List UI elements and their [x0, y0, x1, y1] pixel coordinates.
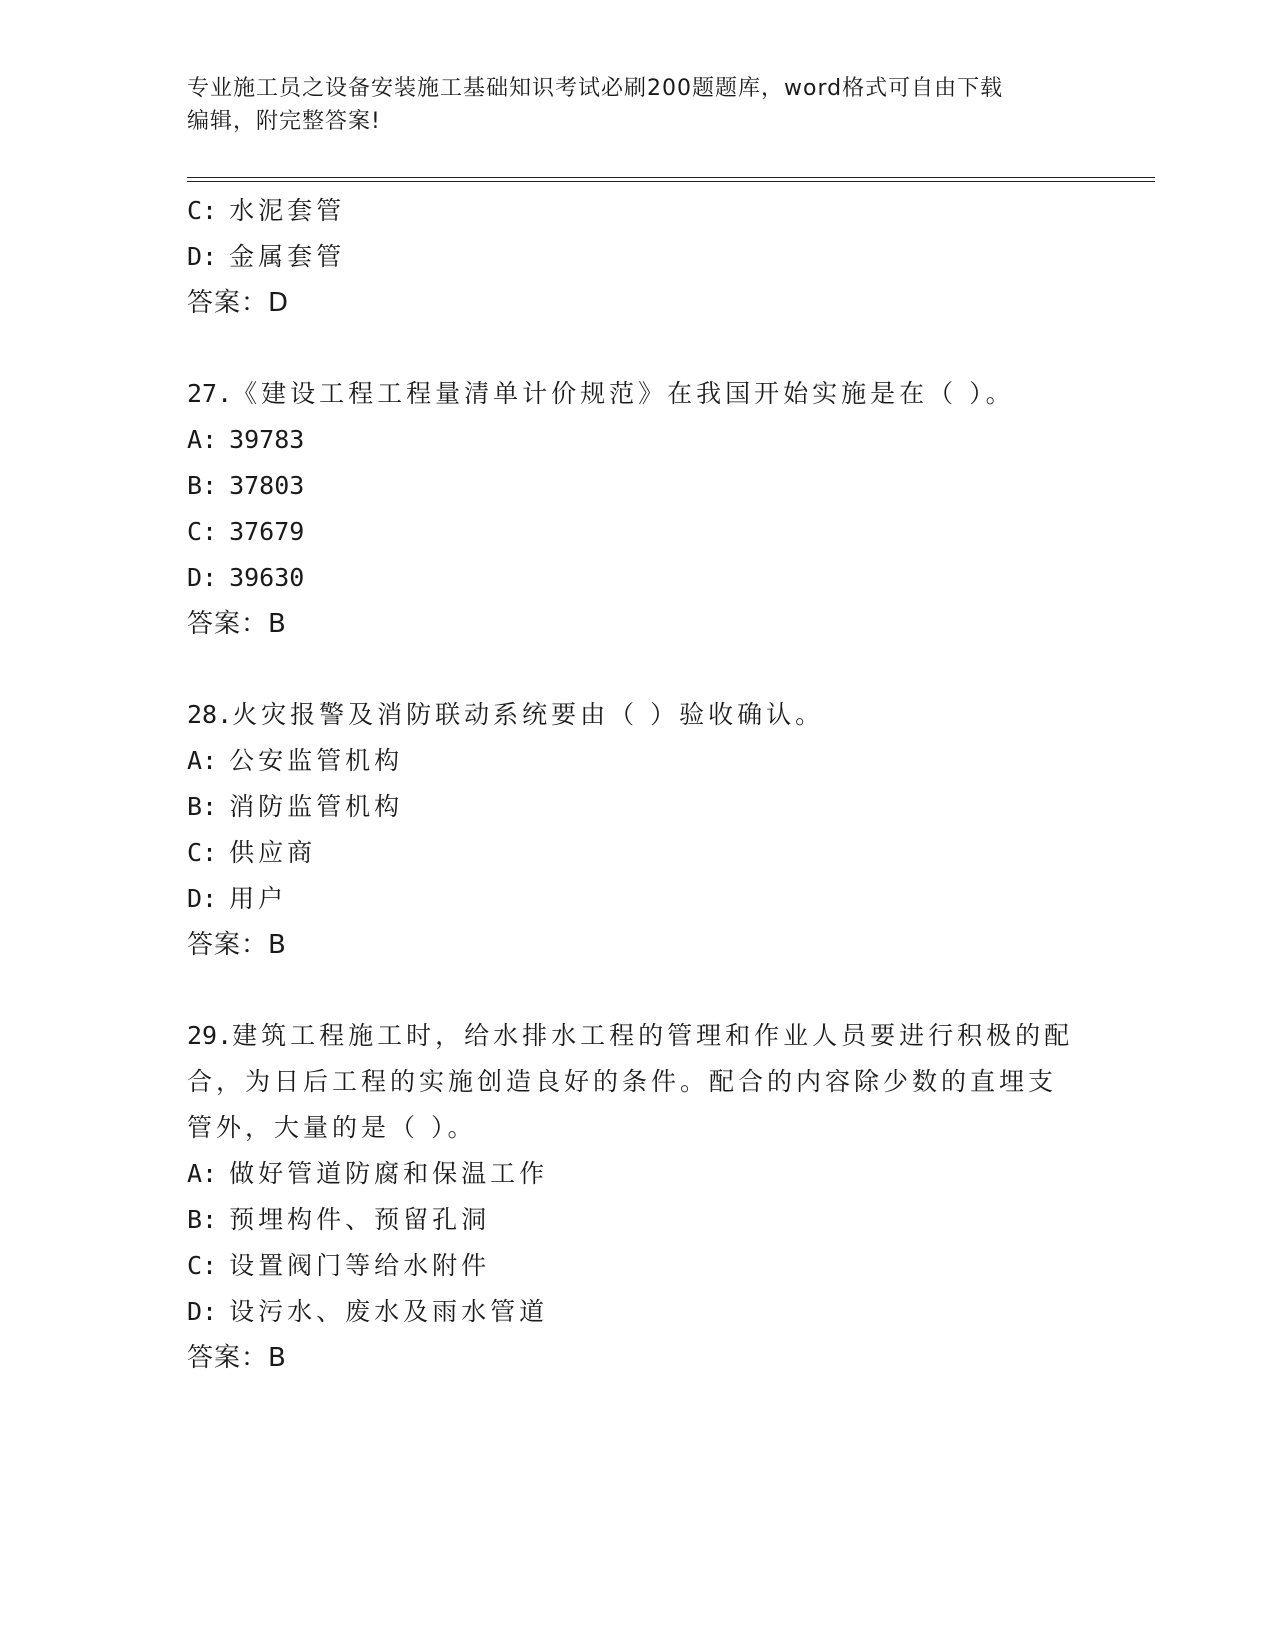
option-letter: D:	[187, 563, 218, 592]
option-letter: B:	[187, 792, 218, 821]
option-text: 预埋构件、预留孔洞	[229, 1205, 491, 1234]
answer-line: 答案：B	[187, 609, 287, 639]
option-a	[187, 738, 1087, 784]
question-27	[187, 371, 1087, 647]
option-b	[187, 463, 1087, 509]
option-letter: C:	[187, 838, 218, 867]
question-28	[187, 692, 1087, 968]
question-number: 27.	[187, 379, 233, 408]
option-text: 39630	[229, 563, 305, 592]
option-letter: D:	[187, 242, 218, 271]
question-spacer	[187, 326, 1087, 371]
question-text: 建筑工程施工时，给水排水工程的管理和作业人员要进行积极的配	[232, 1021, 1074, 1050]
option-text: 设污水、废水及雨水管道	[229, 1297, 549, 1326]
question-26-continuation	[187, 188, 1087, 326]
question-stem-line-3: 管外，大量的是（ ）。	[187, 1113, 477, 1142]
question-stem	[187, 371, 1087, 417]
question-spacer	[187, 968, 1087, 1013]
option-b	[187, 1197, 1087, 1243]
answer-line: 答案：B	[187, 1343, 287, 1373]
question-29	[187, 1013, 1087, 1381]
option-text: 39783	[229, 425, 305, 454]
option-letter: C:	[187, 1251, 218, 1280]
option-text: 公安监管机构	[229, 746, 404, 775]
header-title-line-2: 编辑，附完整答案!	[187, 109, 381, 134]
option-d	[187, 1289, 1087, 1335]
question-number: 28.	[187, 700, 233, 729]
option-letter: A:	[187, 1159, 218, 1188]
option-d	[187, 555, 1087, 601]
option-a	[187, 417, 1087, 463]
question-number: 29.	[187, 1021, 233, 1050]
option-text: 供应商	[229, 838, 317, 867]
option-b	[187, 784, 1087, 830]
question-text: 《建设工程工程量清单计价规范》在我国开始实施是在（ ）。	[232, 379, 1015, 408]
option-text: 金属套管	[229, 242, 346, 271]
option-c	[187, 1243, 1087, 1289]
option-text: 消防监管机构	[229, 792, 404, 821]
option-c	[187, 188, 1087, 234]
option-text: 做好管道防腐和保温工作	[229, 1159, 549, 1188]
question-stem-line-2: 合，为日后工程的实施创造良好的条件。配合的内容除少数的直埋支	[187, 1067, 1058, 1096]
option-letter: D:	[187, 1297, 218, 1326]
option-text: 用户	[229, 884, 288, 913]
option-letter: B:	[187, 1205, 218, 1234]
question-stem	[187, 1013, 1087, 1151]
option-c	[187, 830, 1087, 876]
answer-line: 答案：D	[187, 288, 290, 318]
question-spacer	[187, 647, 1087, 692]
option-d	[187, 876, 1087, 922]
answer-line: 答案：B	[187, 930, 287, 960]
option-a	[187, 1151, 1087, 1197]
option-letter: C:	[187, 517, 218, 546]
header-title-line-1: 专业施工员之设备安装施工基础知识考试必刷200题题库，word格式可自由下载	[187, 76, 1004, 101]
option-letter: D:	[187, 884, 218, 913]
question-content	[187, 188, 1087, 1381]
option-d	[187, 234, 1087, 280]
option-c	[187, 509, 1087, 555]
option-text: 37679	[229, 517, 305, 546]
document-header	[187, 72, 1087, 138]
option-text: 37803	[229, 471, 305, 500]
option-letter: B:	[187, 471, 218, 500]
option-text: 设置阀门等给水附件	[229, 1251, 491, 1280]
header-divider	[187, 177, 1155, 182]
option-letter: A:	[187, 746, 218, 775]
option-letter: A:	[187, 425, 218, 454]
option-letter: C:	[187, 196, 218, 225]
question-stem	[187, 692, 1087, 738]
option-text: 水泥套管	[229, 196, 346, 225]
question-text: 火灾报警及消防联动系统要由（ ）验收确认。	[232, 700, 825, 729]
question-stem-line-1	[187, 1013, 1087, 1059]
